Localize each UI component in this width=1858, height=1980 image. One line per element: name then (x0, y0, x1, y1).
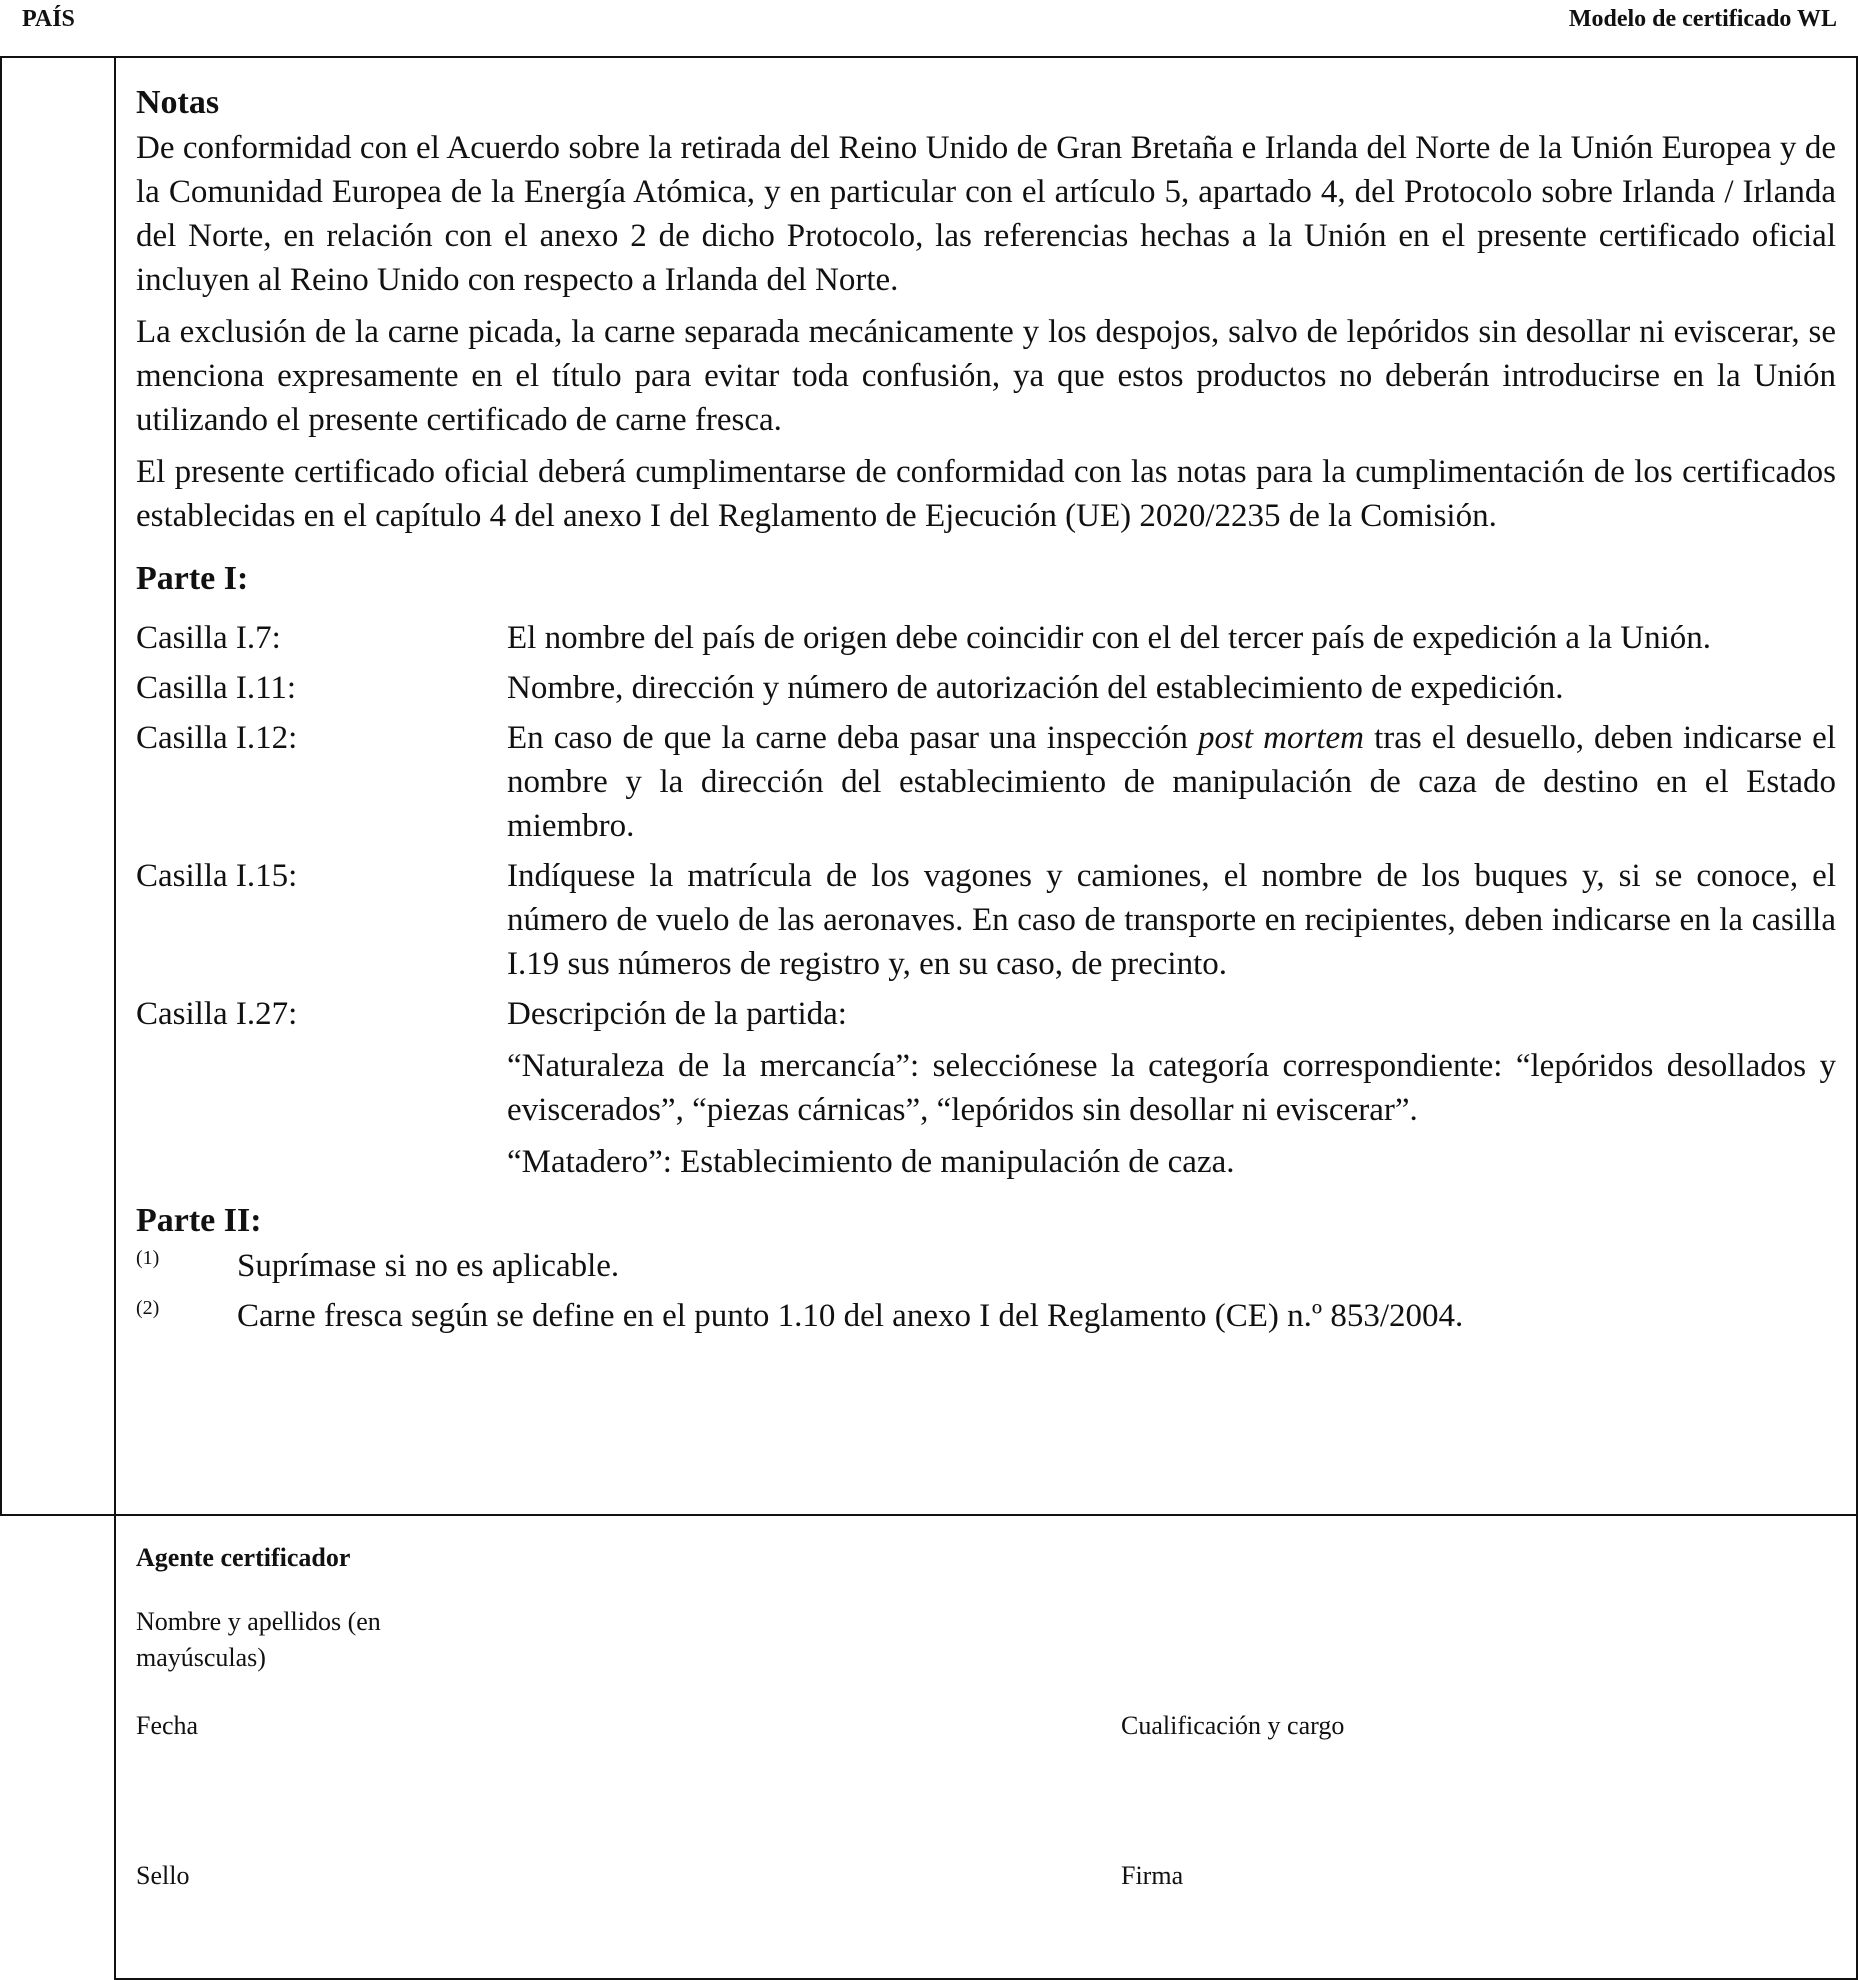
footnote (136, 1294, 1836, 1338)
box-text: Nombre, dirección y número de autorización del establecimiento de expedición. (507, 670, 1564, 706)
frame-margin-column-border (114, 56, 116, 1980)
stamp-field-label: Sello (136, 1861, 190, 1890)
box-row (136, 616, 1836, 660)
box-label: Casilla I.12: (136, 720, 298, 756)
footnote-mark: (2) (136, 1297, 160, 1319)
box-text-line: Descripción de la partida: (507, 996, 847, 1032)
date-field-label: Fecha (136, 1711, 199, 1740)
notes-paragraph: La exclusión de la carne picada, la carne separada mecánicamente y los despojos, salvo de lepóridos sin desollar ni eviscerar, se menciona expresamente en el título para evitar toda confusión, ya que estos productos no deberán introducirse en la Unión utilizando el presente certificado de carne fresca. (136, 314, 1836, 438)
footnote-text: Carne fresca según se define en el punto 1.10 del anexo I del Reglamento (CE) n.º 853/2004. (237, 1298, 1464, 1334)
certifying-officer-heading: Agente certificador (136, 1543, 351, 1572)
page-header (0, 0, 1858, 56)
footnote (136, 1244, 1836, 1288)
notes-paragraph: De conformidad con el Acuerdo sobre la retirada del Reino Unido de Gran Bretaña e Irlanda del Norte de la Unión Europea y de la Comunidad Europea de la Energía Atómica, y en particular con el artículo 5, apartado 4, del Protocolo sobre Irlanda / Irlanda del Norte, en relación con el anexo 2 de dicho Protocolo, las referencias hechas a la Unión en el presente certificado oficial incluyen al Reino Unido con respecto a Irlanda del Norte. (136, 130, 1836, 298)
box-text (507, 716, 1836, 848)
footnote-text: Suprímase si no es aplicable. (237, 1248, 620, 1284)
box-row (136, 716, 1836, 848)
box-row (136, 992, 1836, 1184)
box-text-line: “Matadero”: Establecimiento de manipulación de caza. (507, 1144, 1235, 1180)
box-label: Casilla I.11: (136, 670, 297, 706)
frame-border-top (0, 56, 1858, 58)
box-text-part: En caso de que la carne deba pasar una inspección (507, 720, 1199, 756)
box-label: Casilla I.15: (136, 858, 298, 894)
box-row (136, 666, 1836, 710)
notes-section (136, 80, 1836, 1338)
country-label: PAÍS (22, 6, 75, 32)
notes-heading: Notas (136, 84, 220, 121)
part1-heading: Parte I: (136, 560, 249, 597)
name-field-label: Nombre y apellidos (en mayúsculas) (136, 1607, 381, 1672)
box-text: Indíquese la matrícula de los vagones y camiones, el nombre de los buques y, si se conoce, el número de vuelo de las aeronaves. En caso de transporte en recipientes, deben indicarse en la casilla I.19 sus números de registro y, en su caso, de precinto. (507, 858, 1836, 982)
box-text-part: tras el desuello, deben indicarse el nombre y la dirección del establecimiento de manipulación de caza de destino en el Estado miembro. (507, 720, 1836, 844)
signature-field-label: Firma (1121, 1861, 1184, 1890)
box-label: Casilla I.27: (136, 996, 298, 1032)
footnote-mark: (1) (136, 1247, 160, 1269)
frame-border-left (0, 56, 2, 1516)
box-text-line: “Naturaleza de la mercancía”: selecciónese la categoría correspondiente: “lepóridos desollados y eviscerados”, “piezas cárnicas”, “lepóridos sin desollar ni eviscerar”. (507, 1048, 1836, 1128)
frame-section-divider (0, 1514, 1858, 1516)
part2-heading: Parte II: (136, 1202, 262, 1239)
box-label: Casilla I.7: (136, 620, 281, 656)
box-row (136, 854, 1836, 986)
box-text (507, 992, 1836, 1184)
box-text: El nombre del país de origen debe coincidir con el del tercer país de expedición a la Unión. (507, 620, 1712, 656)
notes-paragraph: El presente certificado oficial deberá cumplimentarse de conformidad con las notas para la cumplimentación de los certificados establecidas en el capítulo 4 del anexo I del Reglamento de Ejecución (UE) 2020/2235 de la Comisión. (136, 454, 1836, 534)
certificate-model-label: Modelo de certificado WL (1568, 6, 1837, 32)
box-text-italic: post mortem (1198, 720, 1364, 756)
qualification-field-label: Cualificación y cargo (1121, 1711, 1345, 1740)
